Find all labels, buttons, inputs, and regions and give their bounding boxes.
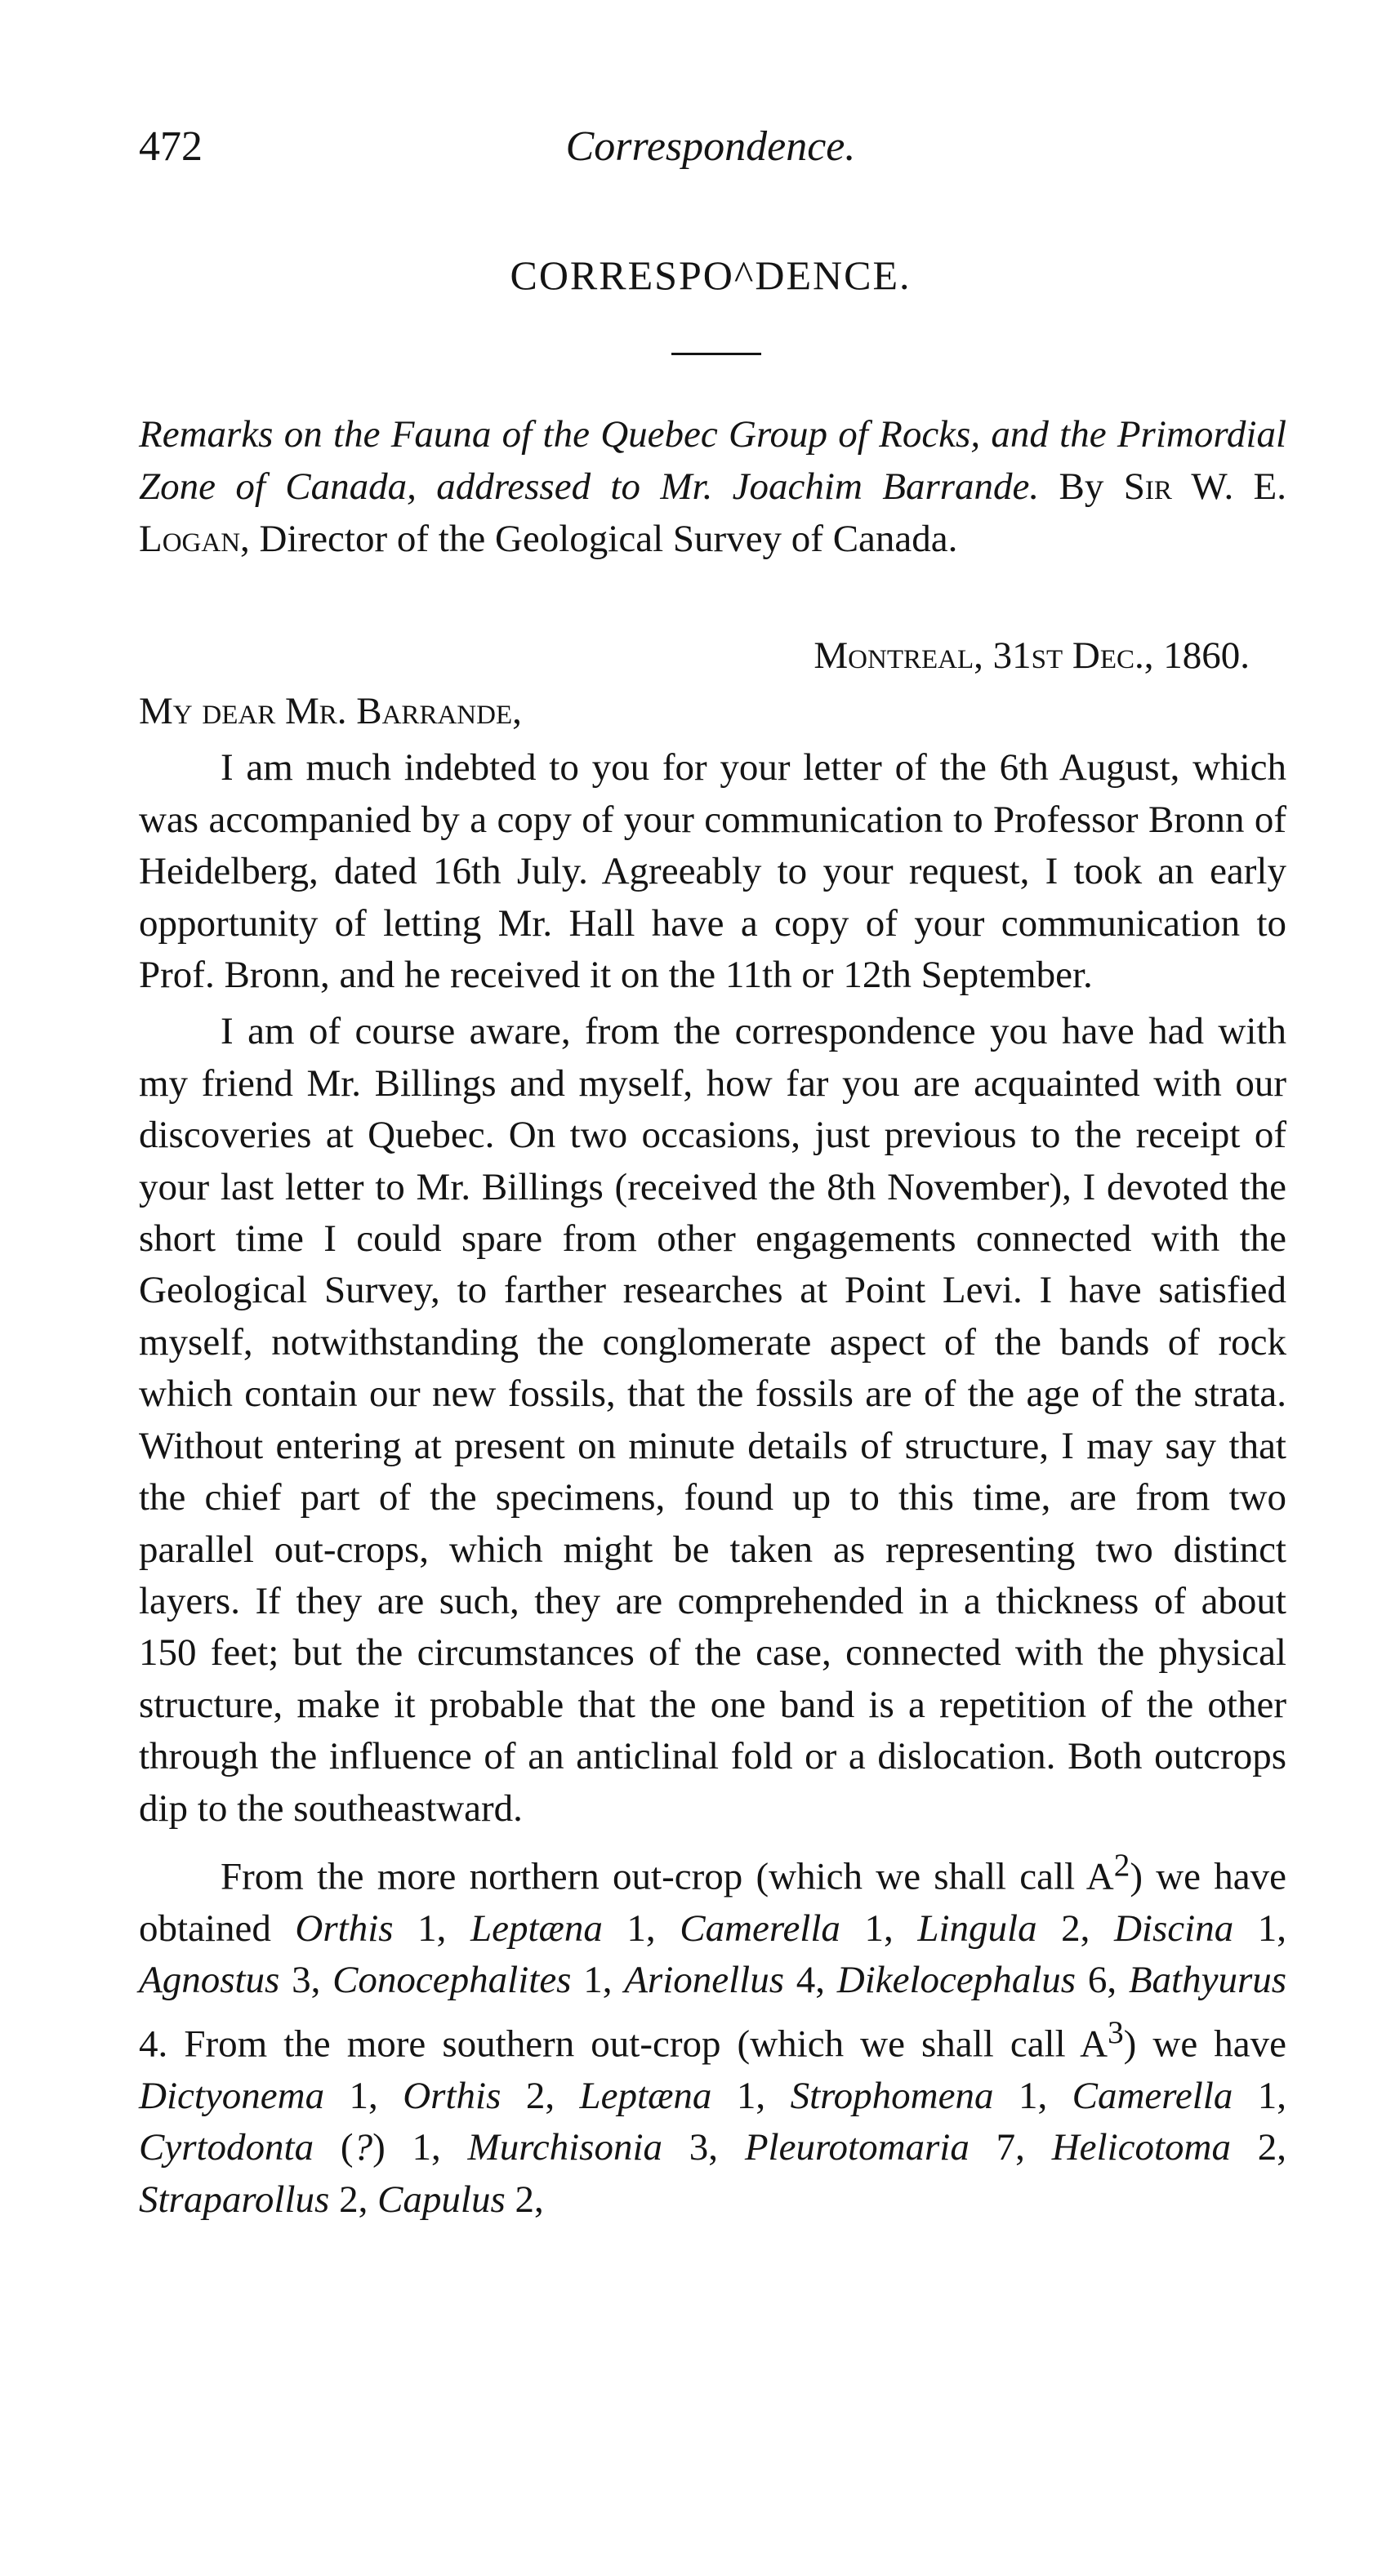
text-run: From the more northern out-crop (which we shall call A xyxy=(221,1855,1114,1898)
genus-name: Pleurotomaria xyxy=(744,2126,970,2169)
byline-by: By xyxy=(1059,465,1104,508)
text-run: 1, xyxy=(840,1907,918,1950)
genus-name: ? xyxy=(353,2126,373,2169)
text-run: 1, xyxy=(1233,1907,1287,1950)
article-heading xyxy=(139,408,1286,565)
text-run: 1, xyxy=(1233,2074,1287,2117)
genus-name: Orthis xyxy=(295,1907,394,1950)
genus-name: Dikelocephalus xyxy=(836,1959,1077,2002)
text-run: 2, xyxy=(1230,2126,1287,2169)
text-run: 2, xyxy=(329,2178,378,2221)
text-run: 3, xyxy=(279,1959,333,2002)
title-rule xyxy=(671,353,761,355)
author-name: Sir W. E. Logan, xyxy=(139,465,1287,560)
genus-name: Camerella xyxy=(680,1907,840,1950)
text-run: 1, xyxy=(602,1907,680,1950)
genus-name: Lingula xyxy=(917,1907,1037,1950)
text-run: 6, xyxy=(1076,1959,1129,2002)
genus-name: Cyrtodonta xyxy=(139,2126,314,2169)
genus-name: Leptæna xyxy=(470,1907,603,1950)
superscript: 3 xyxy=(1108,2014,1124,2050)
text-run: ) we have obtained xyxy=(139,1855,1286,1950)
salutation: My dear Mr. Barrande, xyxy=(139,690,522,732)
genus-name: Capulus xyxy=(377,2178,506,2221)
dateline: Montreal, 31st Dec., 1860. xyxy=(814,634,1250,677)
text-run: 2, xyxy=(505,2178,544,2221)
text-run: 3, xyxy=(662,2126,745,2169)
genus-name: Discina xyxy=(1113,1907,1234,1950)
text-run: ) we have xyxy=(1123,2022,1286,2066)
text-run: ( xyxy=(314,2126,354,2169)
genus-name: Murchisonia xyxy=(467,2126,663,2169)
text-run: 2, xyxy=(501,2074,580,2117)
text-run: 1, xyxy=(393,1907,470,1950)
genus-name: Dictyonema xyxy=(139,2074,325,2117)
paragraph: I am much indebted to you for your letter of the 6th August, which was accompanied by a copy of your communication to Professor Bronn of Heidelberg, dated 16th July. Agreeably to your request, I took an early opportunity of letting Mr. Hall have a copy of your communication to Prof. Bronn, and he received it on the 11th or 12th September. xyxy=(139,746,1286,997)
text-run: 1, xyxy=(711,2074,791,2117)
text-run: 7, xyxy=(969,2126,1052,2169)
superscript: 2 xyxy=(1113,1847,1130,1883)
letter-body xyxy=(139,686,1286,2226)
genus-name: Helicotoma xyxy=(1051,2126,1231,2169)
text-run: 4, xyxy=(784,1959,837,2002)
article-title: Remarks on the Fauna of the Quebec Group of Rocks, and the Primordial Zone of Canada, addressed to Mr. Joachim Barrande. xyxy=(139,413,1286,508)
genus-name: Leptæna xyxy=(579,2074,712,2117)
text-run: 1, xyxy=(993,2074,1072,2117)
section-title: CORRESPO^DENCE. xyxy=(510,252,912,298)
genus-name: Camerella xyxy=(1072,2074,1233,2117)
genus-name: Bathyurus xyxy=(1128,1959,1287,2002)
genus-name: Strophomena xyxy=(790,2074,994,2117)
genus-name: Agnostus xyxy=(139,1959,280,2002)
fauna-paragraph xyxy=(139,1840,1286,2226)
text-run: ) 1, xyxy=(372,2126,468,2169)
page-header xyxy=(139,122,1282,188)
genus-name: Arionellus xyxy=(624,1959,785,2002)
page-number: 472 xyxy=(139,123,203,170)
text-run: 1, xyxy=(324,2074,403,2117)
text-run: 1, xyxy=(571,1959,625,2002)
text-run: 4. From the more southern out-crop (which we shall call A xyxy=(139,2022,1108,2066)
genus-name: Conocephalites xyxy=(332,1959,572,2002)
running-head: Correspondence. xyxy=(565,123,856,170)
genus-name: Orthis xyxy=(403,2074,502,2117)
author-affiliation: Director of the Geological Survey of Canada. xyxy=(259,518,958,560)
genus-name: Straparollus xyxy=(139,2178,330,2221)
text-run: 2, xyxy=(1036,1907,1114,1950)
paragraph: I am of course aware, from the correspondence you have had with my friend Mr. Billings and myself, how far you are acquainted with our discoveries at Quebec. On two occasions, just previous to the receipt of your last letter to Mr. Billings (received the 8th November), I devoted the short time I could spare from other engagements connected with the Geological Survey, to farther researches at Point Levi. I have satisfied myself, notwithstanding the conglomerate aspect of the bands of rock which contain our new fossils, that the fossils are of the age of the strata. Without entering at present on minute details of structure, I may say that the chief part of the specimens, found up to this time, are from two parallel out-crops, which might be taken as representing two distinct layers. If they are such, they are comprehended in a thickness of about 150 feet; but the circumstances of the case, connected with the physical structure, make it probable that the one band is a repetition of the other through the influence of an anticlinal fold or a dislocation. Both outcrops dip to the southeastward. xyxy=(139,1010,1286,1830)
